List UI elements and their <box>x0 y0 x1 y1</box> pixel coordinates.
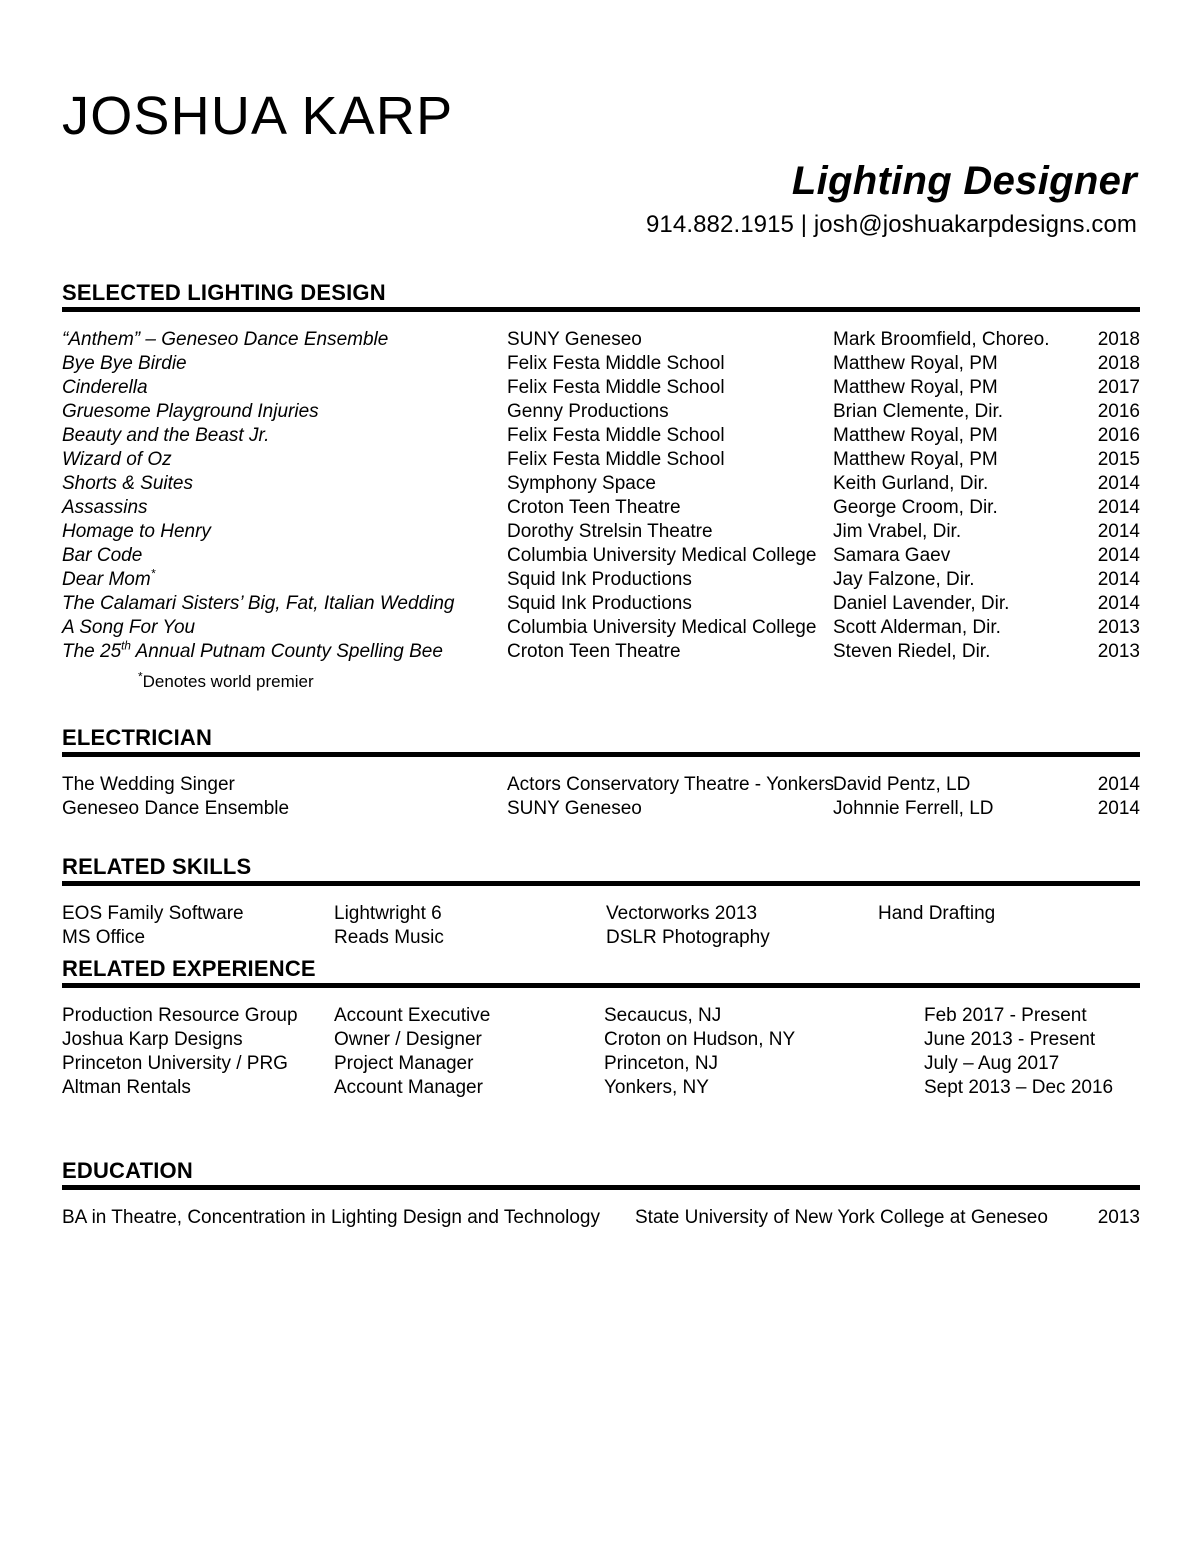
venue: Columbia University Medical College <box>507 545 817 567</box>
job-role: Account Executive <box>334 1005 491 1027</box>
section-electrician <box>62 726 1140 821</box>
collaborator: Scott Alderman, Dir. <box>833 617 1001 639</box>
section-rule <box>62 881 1140 886</box>
table-row <box>62 1206 1140 1230</box>
venue: Genny Productions <box>507 401 669 423</box>
section-rule <box>62 307 1140 312</box>
table-row <box>62 472 1140 496</box>
ordinal-suffix: th <box>121 639 131 653</box>
footnote <box>138 669 1140 692</box>
table-row <box>62 496 1140 520</box>
job-role: Owner / Designer <box>334 1029 482 1051</box>
venue: Actors Conservatory Theatre - Yonkers <box>507 774 835 796</box>
year: 2016 <box>1097 401 1140 423</box>
collaborator: Jim Vrabel, Dir. <box>833 521 962 543</box>
table-row <box>62 376 1140 400</box>
section-related-experience <box>62 957 1140 1100</box>
year: 2013 <box>1097 641 1140 663</box>
year: 2013 <box>1097 1207 1140 1229</box>
skill: MS Office <box>62 927 146 949</box>
collaborator: Brian Clemente, Dir. <box>833 401 1004 423</box>
header-title-block <box>62 159 1140 239</box>
collaborator: Matthew Royal, PM <box>833 425 998 447</box>
collaborator: Matthew Royal, PM <box>833 353 998 375</box>
venue: Felix Festa Middle School <box>507 353 725 375</box>
electrician-table <box>62 773 1140 821</box>
year: 2014 <box>1097 774 1140 796</box>
lighting-design-table <box>62 328 1140 664</box>
skill: EOS Family Software <box>62 903 244 925</box>
show-title: Wizard of Oz <box>62 449 172 471</box>
table-row <box>62 424 1140 448</box>
date-range: June 2013 - Present <box>924 1029 1096 1051</box>
collaborator: Jay Falzone, Dir. <box>833 569 975 591</box>
year: 2018 <box>1097 353 1140 375</box>
skill: Vectorworks 2013 <box>606 903 758 925</box>
year: 2016 <box>1097 425 1140 447</box>
collaborator: Mark Broomfield, Choreo. <box>833 329 1050 351</box>
resume-header <box>62 88 1140 239</box>
location: Croton on Hudson, NY <box>604 1029 796 1051</box>
show-title: Bar Code <box>62 545 143 567</box>
job-role: Account Manager <box>334 1077 483 1099</box>
skill <box>878 926 1150 950</box>
collaborator: Samara Gaev <box>833 545 951 567</box>
collaborator: David Pentz, LD <box>833 774 971 796</box>
show-title: Gruesome Playground Injuries <box>62 401 319 423</box>
collaborator: Daniel Lavender, Dir. <box>833 593 1010 615</box>
show-title: Cinderella <box>62 377 148 399</box>
venue: Columbia University Medical College <box>507 617 817 639</box>
year: 2013 <box>1097 617 1140 639</box>
table-row <box>62 328 1140 352</box>
skill: Hand Drafting <box>878 903 996 925</box>
institution: State University of New York College at Geneseo <box>635 1207 1048 1229</box>
section-heading: EDUCATION <box>62 1158 193 1183</box>
year: 2014 <box>1097 473 1140 495</box>
table-row <box>62 568 1140 592</box>
table-row <box>62 352 1140 376</box>
section-heading: SELECTED LIGHTING DESIGN <box>62 280 386 305</box>
section-rule <box>62 752 1140 757</box>
table-row <box>62 592 1140 616</box>
degree: BA in Theatre, Concentration in Lighting Design and Technology <box>62 1207 600 1229</box>
experience-table <box>62 1004 1140 1100</box>
table-row <box>62 1076 1140 1100</box>
year: 2018 <box>1097 329 1140 351</box>
collaborator: George Croom, Dir. <box>833 497 998 519</box>
show-title: Dear Mom* <box>62 567 156 591</box>
education-table <box>62 1206 1140 1230</box>
venue: Symphony Space <box>507 473 656 495</box>
year: 2015 <box>1097 449 1140 471</box>
venue: Croton Teen Theatre <box>507 497 681 519</box>
show-title: “Anthem” – Geneseo Dance Ensemble <box>62 329 389 351</box>
year: 2014 <box>1097 497 1140 519</box>
section-heading: ELECTRICIAN <box>62 725 213 750</box>
skill: Lightwright 6 <box>334 903 442 925</box>
list-item <box>62 926 1140 950</box>
year: 2014 <box>1097 798 1140 820</box>
show-title: The 25th Annual Putnam County Spelling Bee <box>62 639 443 663</box>
show-title: Assassins <box>62 497 148 519</box>
employer: Princeton University / PRG <box>62 1053 288 1075</box>
table-row <box>62 400 1140 424</box>
page-title: JOSHUA KARP <box>62 86 454 146</box>
collaborator: Matthew Royal, PM <box>833 377 998 399</box>
table-row <box>62 640 1140 664</box>
date-range: July – Aug 2017 <box>924 1053 1060 1075</box>
table-row <box>62 797 1140 821</box>
location: Princeton, NJ <box>604 1053 719 1075</box>
footnote-marker: * <box>138 669 143 684</box>
venue: Felix Festa Middle School <box>507 377 725 399</box>
footnote-text: Denotes world premier <box>142 672 314 692</box>
employer: Altman Rentals <box>62 1077 191 1099</box>
job-title: Lighting Designer <box>791 158 1137 203</box>
skill: DSLR Photography <box>606 927 770 949</box>
venue: Squid Ink Productions <box>507 569 692 591</box>
collaborator: Keith Gurland, Dir. <box>833 473 989 495</box>
job-role: Project Manager <box>334 1053 474 1075</box>
show-title: Beauty and the Beast Jr. <box>62 425 270 447</box>
table-row <box>62 520 1140 544</box>
year: 2014 <box>1097 593 1140 615</box>
show-title: A Song For You <box>62 617 196 639</box>
date-range: Sept 2013 – Dec 2016 <box>924 1077 1114 1099</box>
section-selected-lighting-design <box>62 281 1140 692</box>
table-row <box>62 448 1140 472</box>
venue: Squid Ink Productions <box>507 593 692 615</box>
collaborator: Steven Riedel, Dir. <box>833 641 991 663</box>
venue: Felix Festa Middle School <box>507 449 725 471</box>
skill: Reads Music <box>334 927 444 949</box>
section-heading: RELATED EXPERIENCE <box>62 956 316 981</box>
table-row <box>62 1004 1140 1028</box>
section-education <box>62 1159 1140 1230</box>
venue: Croton Teen Theatre <box>507 641 681 663</box>
collaborator: Johnnie Ferrell, LD <box>833 798 994 820</box>
employer: Production Resource Group <box>62 1005 298 1027</box>
date-range: Feb 2017 - Present <box>924 1005 1087 1027</box>
show-title: Shorts & Suites <box>62 473 193 495</box>
collaborator: Matthew Royal, PM <box>833 449 998 471</box>
show-title: Homage to Henry <box>62 521 211 543</box>
contact-line: 914.882.1915 | josh@joshuakarpdesigns.com <box>645 210 1137 238</box>
year: 2014 <box>1097 521 1140 543</box>
year: 2014 <box>1097 569 1140 591</box>
location: Yonkers, NY <box>604 1077 709 1099</box>
venue: Felix Festa Middle School <box>507 425 725 447</box>
employer: Joshua Karp Designs <box>62 1029 243 1051</box>
skills-grid <box>62 902 1140 950</box>
venue: SUNY Geneseo <box>507 798 642 820</box>
show-title: The Wedding Singer <box>62 774 235 796</box>
show-title: Bye Bye Birdie <box>62 353 187 375</box>
section-heading: RELATED SKILLS <box>62 854 252 879</box>
section-rule <box>62 1185 1140 1190</box>
table-row <box>62 544 1140 568</box>
list-item <box>62 902 1140 926</box>
table-row <box>62 1052 1140 1076</box>
year: 2014 <box>1097 545 1140 567</box>
table-row <box>62 616 1140 640</box>
year: 2017 <box>1097 377 1140 399</box>
table-row <box>62 1028 1140 1052</box>
section-rule <box>62 983 1140 988</box>
table-row <box>62 773 1140 797</box>
venue: Dorothy Strelsin Theatre <box>507 521 713 543</box>
world-premier-marker: * <box>150 567 156 581</box>
location: Secaucus, NJ <box>604 1005 722 1027</box>
show-title: The Calamari Sisters’ Big, Fat, Italian Wedding <box>62 593 455 615</box>
venue: SUNY Geneseo <box>507 329 642 351</box>
show-title: Geneseo Dance Ensemble <box>62 798 290 820</box>
section-related-skills <box>62 855 1140 950</box>
